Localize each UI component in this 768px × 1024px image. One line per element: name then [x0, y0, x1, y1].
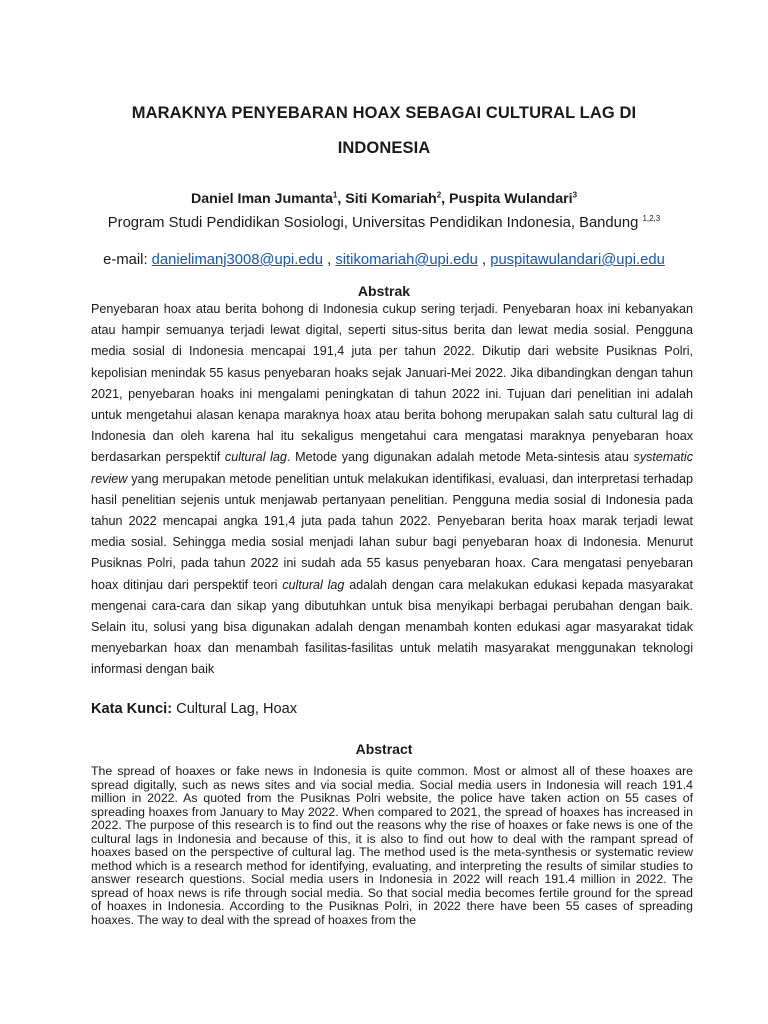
abstract-text: The spread of hoaxes or fake news in Indonesia is quite common. Most or almost all of these hoaxes are spread digitally, such as news sites and via social media. Social media users in Indonesia will reach 191.4 million in 2022. As quoted from the Pusiknas Polri website, the police have taken action on 55 cases of spreading hoaxes from January to May 2022. When compared to 2021, the spread of hoaxes has increased in 2022. The purpose of this research is to find out the reasons why the rise of hoaxes or fake news is one of the cultural lags in Indonesia and because of this, it is also to find out how to deal with the rampant spread of hoaxes based on the perspective of cultural lag. The method used is the meta-synthesis or systematic review method which is a research method for identifying, evaluating, and interpreting the results of similar studies to answer research questions. Social media users in Indonesia in 2022 will reach 191.4 million in 2022. The spread of hoax news is rife through social media. So that social media becomes fertile ground for the spread of hoaxes in Indonesia. According to the Pusiknas Polri, in 2022 there have been 55 cases of spreading hoaxes. The way to deal with the spread of hoaxes from the [91, 764, 693, 927]
abstrak-italic-2: systematic review [91, 450, 693, 486]
email-link-1[interactable]: danielimanj3008@upi.edu [151, 252, 324, 268]
email-line [0, 250, 768, 270]
title-line-1: MARAKNYA PENYEBARAN HOAX SEBAGAI CULTURAL LAG DI [131, 104, 637, 122]
abstrak-part-2: . Metode yang digunakan adalah metode Meta-sintesis atau [286, 450, 634, 465]
affiliation [0, 213, 768, 233]
abstrak-italic-1: cultural lag [224, 450, 287, 465]
abstrak-part-1: Penyebaran hoax atau berita bohong di Indonesia cukup sering terjadi. Penyebaran hoax ini kebanyakan atau hampir semuanya terjadi lewat digital, seperti situs-situs berita dan lewat media sosial. Pengguna media sosial di Indonesia mencapai 191,4 juta per tahun 2022. Dikutip dari website Pusiknas Polri, kepolisian menindak 55 kasus penyebaran hoaks sejak Januari-Mei 2022. Jika dibandingkan dengan tahun 2021, penyebaran hoaks ini mengalami peningkatan di tahun 2022 ini. Tujuan dari penelitian ini adalah untuk mengetahui alasan kenapa maraknya hoax atau berita bohong merupakan salah satu cultural lag di Indonesia dan oleh karena hal itu sekaligus mengetahui cara mengatasi maraknya penyebaran hoax berdasarkan perspektif [91, 302, 693, 465]
keywords-line [91, 699, 297, 719]
author-list [0, 190, 768, 208]
keywords-label: Kata Kunci: [91, 701, 173, 717]
abstrak-heading: Abstrak [357, 283, 411, 299]
abstrak-italic-3: cultural lag [282, 577, 345, 592]
author-separator: , [337, 191, 346, 207]
abstract-heading: Abstract [355, 741, 413, 757]
author-name: Puspita Wulandari [449, 191, 573, 207]
author-name: Siti Komariah [345, 191, 437, 207]
affiliation-text: Program Studi Pendidikan Sosiologi, Universitas Pendidikan Indonesia, Bandung [107, 215, 643, 231]
email-link-3[interactable]: puspitawulandari@upi.edu [490, 252, 665, 268]
email-link-2[interactable]: sitikomariah@upi.edu [335, 252, 478, 268]
keywords-value: Cultural Lag, Hoax [172, 701, 298, 717]
author-superscript: 3 [572, 190, 578, 200]
title-line-2: INDONESIA [337, 139, 431, 157]
abstrak-part-3: yang merupakan metode penelitian untuk melakukan identifikasi, evaluasi, dan interpretasi terhadap hasil penelitian sejenis untuk menjawab pertanyaan penelitian. Pengguna media sosial di Indonesia pada tahun 2022 mencapai angka 191,4 juta pada tahun 2022. Penyebaran berita hoax marak terjadi lewat media sosial. Sehingga media sosial menjadi lahan subur bagi penyebaran hoax di Indonesia. Menurut Pusiknas Polri, pada tahun 2022 ini sudah ada 55 kasus penyebaran hoax. Cara mengatasi penyebaran hoax ditinjau dari perspektif teori [91, 471, 693, 592]
email-separator: , [323, 252, 336, 268]
author-name: Daniel Iman Jumanta [190, 191, 333, 207]
affiliation-superscript: 1,2,3 [642, 214, 661, 224]
email-label: e-mail: [103, 252, 152, 268]
abstrak-text [91, 299, 693, 681]
author-superscript: 1 [332, 190, 338, 200]
abstrak-part-4: adalah dengan cara melakukan edukasi kepada masyarakat mengenai cara-cara dan sikap yang dibutuhkan untuk bisa menyikapi berbagai perubahan dengan baik. Selain itu, solusi yang bisa digunakan adalah dengan menambah konten edukasi agar masyarakat tidak menyebarkan hoax dan menambah fasilitas-fasilitas untuk melatih masyarakat menggunakan teknologi informasi dengan baik [91, 577, 694, 677]
author-separator: , [441, 191, 450, 207]
paper-title [60, 96, 708, 166]
author-superscript: 2 [436, 190, 442, 200]
email-separator: , [477, 252, 491, 268]
